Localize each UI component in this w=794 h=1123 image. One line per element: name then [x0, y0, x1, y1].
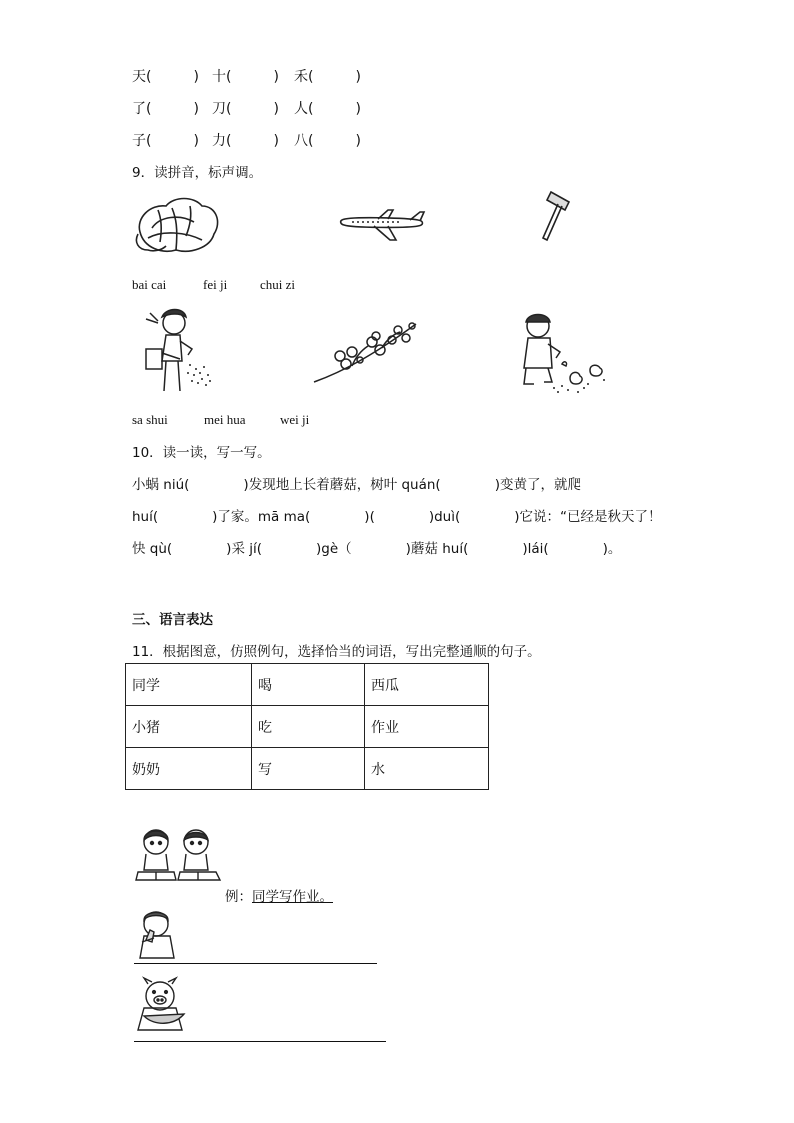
hammer-icon [537, 188, 577, 242]
section-3-heading: 三、语言表达 [132, 612, 213, 628]
stroke-item: 了( ) [132, 101, 199, 117]
table-cell: 喝 [252, 664, 365, 706]
plum-blossom-icon [312, 316, 420, 386]
stroke-item: 八( ) [294, 133, 361, 149]
table-cell: 同学 [126, 664, 252, 706]
stroke-item: 子( ) [132, 133, 199, 149]
stroke-item: 十( ) [212, 69, 279, 85]
question-11-title: 11．根据图意，仿照例句，选择恰当的词语，写出完整通顺的句子。 [132, 644, 541, 660]
stroke-item: 刀( ) [212, 101, 279, 117]
pig-eating-watermelon-icon [134, 976, 190, 1036]
table-cell: 吃 [252, 706, 365, 748]
table-row [126, 748, 489, 790]
stroke-item: 天( ) [132, 69, 199, 85]
example-sentence [225, 885, 333, 905]
question-9-title: 9．读拼音，标声调。 [132, 165, 263, 181]
pinyin-bai-cai: bai cai [132, 277, 167, 292]
stroke-row-3 [132, 130, 361, 150]
airplane-icon [338, 206, 428, 244]
grandma-drinking-icon [134, 908, 180, 960]
cabbage-icon [132, 192, 222, 258]
answer-line-1[interactable] [134, 963, 377, 964]
pinyin-wei-ji: wei ji [280, 412, 310, 427]
stroke-item: 禾( ) [294, 69, 361, 85]
stroke-row-1 [132, 66, 361, 86]
pinyin-chui-zi: chui zi [260, 277, 296, 292]
table-row [126, 664, 489, 706]
question-10-title: 10．读一读，写一写。 [132, 445, 271, 461]
pinyin-fei-ji: fei ji [203, 277, 228, 292]
pinyin-mei-hua: mei hua [204, 412, 246, 427]
question-10-line-3: 快 qù( )采 jí( )gè（ )蘑菇 huí( )lái( )。 [132, 541, 622, 557]
example-answer: 同学写作业。 [252, 889, 333, 905]
word-table [125, 663, 489, 790]
table-cell: 西瓜 [365, 664, 489, 706]
table-row [126, 706, 489, 748]
question-10-line-1: 小蜗 niú( )发现地上长着蘑菇，树叶 quán( )变黄了，就爬 [132, 477, 581, 493]
example-label: 例： [225, 889, 252, 905]
table-cell: 奶奶 [126, 748, 252, 790]
girl-feeding-chickens-icon [518, 308, 610, 394]
stroke-item: 力( ) [212, 133, 279, 149]
table-cell: 作业 [365, 706, 489, 748]
girl-watering-icon [132, 305, 214, 395]
question-10-line-2: huí( )了家。mā ma( )( )duì( )它说：“已经是秋天了！ [132, 509, 662, 525]
table-cell: 写 [252, 748, 365, 790]
pinyin-sa-shui: sa shui [132, 412, 168, 427]
table-cell: 小猪 [126, 706, 252, 748]
table-cell: 水 [365, 748, 489, 790]
answer-line-2[interactable] [134, 1041, 386, 1042]
stroke-item: 人( ) [294, 101, 361, 117]
stroke-row-2 [132, 98, 361, 118]
kids-doing-homework-icon [134, 826, 222, 882]
